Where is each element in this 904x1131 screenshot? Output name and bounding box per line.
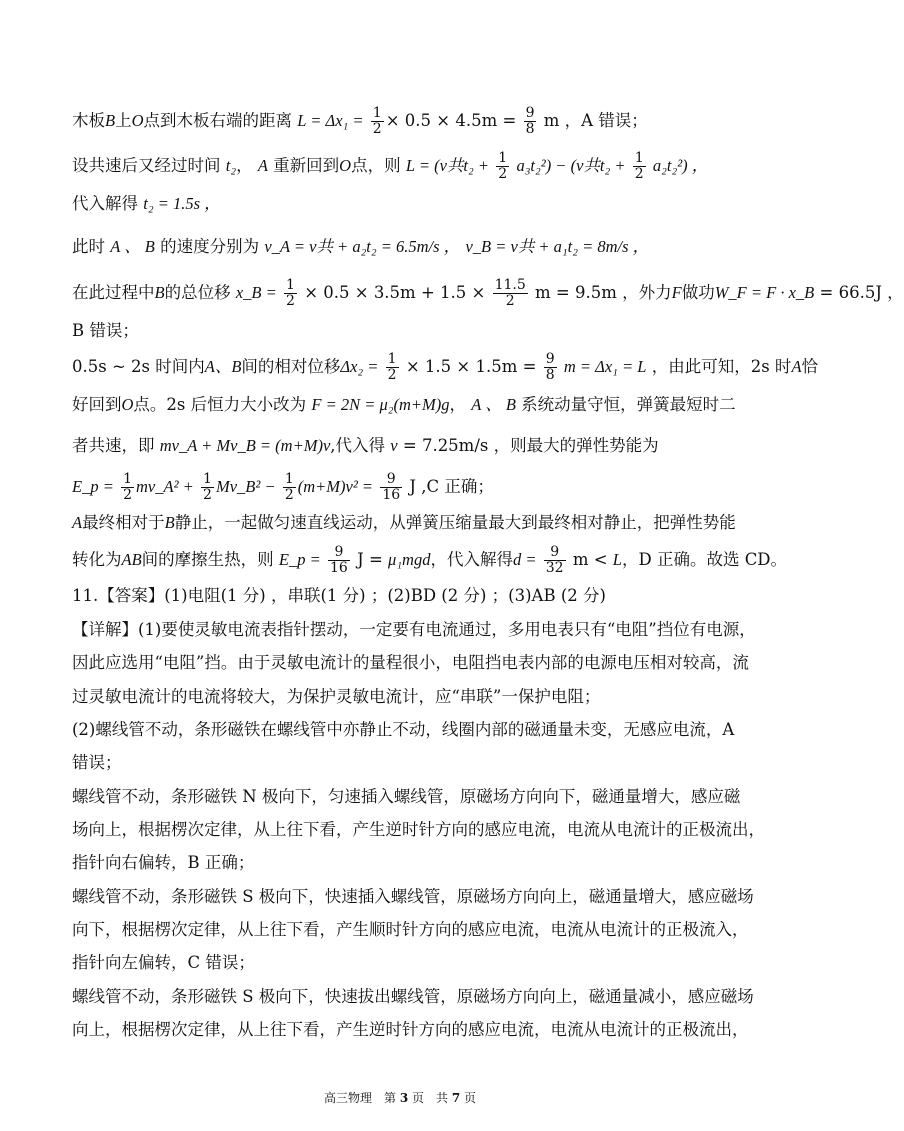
frac-den: 2 <box>505 293 515 309</box>
text-line-1: 木板B上O点到木板右端的距离 L = Δx₁ = $\frac{1}{2}$ × 0.5 × 4.5m = $\frac{9}{8}$ m ，A 错误； <box>72 105 648 137</box>
text-line-24: 指针向左偏转，C 错误； <box>72 953 255 972</box>
math-expr: a₃t₂²) − (v共t₂ + <box>516 156 626 175</box>
text-run: 0.5 × 4.5m = <box>404 111 517 130</box>
text-run: 0.5s ~ 2s 时间内 <box>72 357 205 376</box>
footer-middle: 页 共 <box>408 1091 452 1105</box>
fraction <box>121 472 134 503</box>
frac-den: 2 <box>286 293 295 309</box>
frac-den: 2 <box>387 367 397 383</box>
math-expr: F = 2N = μ₂(m+M)g <box>311 395 450 414</box>
text-run: ，D 正确。故选 CD。 <box>621 550 788 569</box>
math-var: O <box>339 156 352 175</box>
text-run: ，代入解得 <box>430 550 513 569</box>
text-line-23: 向下，根据楞次定律，从上往下看，产生顺时针方向的感应电流，电流从电流计的正极流入， <box>72 920 749 939</box>
text-run: 间的摩擦生热，则 <box>141 550 274 569</box>
math-expr: A 、 B <box>471 395 516 414</box>
math-expr: A、B <box>204 357 242 376</box>
text-run: × 1.5 × 1.5m = <box>405 357 537 376</box>
math-expr: v_B = v共 + a₁t₂ = 8m/s ， <box>465 237 650 256</box>
text-run: ， <box>449 395 467 414</box>
math-expr: L = Δx₁ = <box>297 111 364 130</box>
frac-den: 16 <box>382 487 401 503</box>
math-expr: A 、 B <box>110 237 155 256</box>
answer-line: 11.【答案】(1)电阻(1 分) ，串联(1 分) ；(2)BD (2 分) ；(3)AB (2 分) <box>72 586 606 605</box>
text-run: ,代入得 <box>330 436 386 455</box>
text-line-5 <box>72 277 904 309</box>
frac-num: 1 <box>372 105 382 121</box>
math-expr: d = <box>512 550 537 569</box>
text-line-18: 错误； <box>72 753 122 772</box>
text-run: m < <box>572 550 608 569</box>
math-expr: Δx₂ = <box>340 357 379 376</box>
fraction <box>496 151 509 182</box>
text-run: 代入解得 <box>72 194 138 213</box>
math-var: A <box>791 357 802 376</box>
text-line-26: 向上，根据楞次定律，从上往下看，产生逆时针方向的感应电流，电流从电流计的正极流出， <box>72 1020 749 1039</box>
text-line-9 <box>72 435 732 457</box>
text-run: 恰 <box>801 357 819 376</box>
text-run: 木板 <box>72 111 105 130</box>
frac-den: 8 <box>545 367 555 383</box>
text-line-22: 螺线管不动，条形磁铁 S 极向下，快速插入螺线管，原磁场方向向上，磁通量增大，感应磁场 <box>72 887 754 906</box>
math-expr: W_F = F · x_B <box>714 283 815 302</box>
fraction <box>283 472 296 503</box>
frac-num: 1 <box>123 471 133 487</box>
frac-num: 9 <box>328 545 350 561</box>
frac-num: 1 <box>634 150 644 166</box>
text-run: 上 <box>115 111 132 130</box>
text-line-21: 指针向右偏转，B 正确； <box>72 853 255 872</box>
math-var: O <box>131 111 144 130</box>
math-var: L <box>612 550 622 569</box>
text-run: ， <box>236 156 253 175</box>
frac-den: 2 <box>123 487 133 503</box>
math-expr: (m+M)v² = <box>297 477 374 496</box>
frac-num: 1 <box>286 277 295 293</box>
text-run: = 66.5J ， <box>819 283 904 302</box>
fraction <box>386 352 399 383</box>
fraction <box>544 545 566 576</box>
text-line-11 <box>72 512 736 534</box>
text-run: 点，则 <box>351 156 401 175</box>
math-expr: m = Δx₁ = L <box>563 357 647 376</box>
fraction <box>524 106 537 137</box>
math-var: A <box>257 156 268 175</box>
text-run: 最终相对于 <box>82 513 165 532</box>
text-line-12 <box>72 544 788 576</box>
text-run: m ，A 错误； <box>543 111 648 130</box>
math-expr: mv_A² + <box>136 477 194 496</box>
text-line-25: 螺线管不动，条形磁铁 S 极向下，快速拔出螺线管，原磁场方向向上，磁通量减小，感应磁场 <box>72 987 754 1006</box>
math-expr: L = (v共t₂ + <box>405 156 490 175</box>
text-line-6: B 错误； <box>72 321 139 340</box>
text-run: 的速度分别为 <box>160 237 260 256</box>
frac-num: 9 <box>380 472 402 488</box>
text-run: 点到木板右端的距离 <box>143 111 293 130</box>
text-run: 系统动量守恒，弹簧最短时二 <box>521 395 736 414</box>
math-expr: E_p = <box>278 550 321 569</box>
text-run: 静止，一起做匀速直线运动，从弹簧压缩量最大到最终相对静止，把弹性势能 <box>174 513 736 532</box>
math-expr: v_A = v共 + a₂t₂ = 6.5m/s ， <box>264 237 461 256</box>
frac-num: 9 <box>545 351 555 367</box>
math-expr: μ₁mgd <box>388 550 431 569</box>
footer-prefix: 高三物理 第 <box>323 1091 400 1105</box>
fraction <box>544 352 557 383</box>
frac-num: 11.5 <box>494 277 526 293</box>
frac-den: 2 <box>634 166 644 182</box>
text-run: 间的相对位移 <box>241 357 341 376</box>
text-line-10 <box>72 472 732 503</box>
text-run: J = <box>357 550 383 569</box>
frac-den: 32 <box>545 560 564 576</box>
text-run: 重新回到 <box>273 156 340 175</box>
text-line-15: 因此应选用“电阻”挡。由于灵敏电流计的量程很小，电阻挡电表内部的电源电压相对较高，流 <box>72 653 749 672</box>
math-expr: a₂t₂²) ， <box>652 156 709 175</box>
math-expr: Mv_B² − <box>215 477 276 496</box>
fraction <box>328 545 350 576</box>
text-run: 转化为 <box>72 550 122 569</box>
frac-num: 1 <box>498 150 508 166</box>
fraction <box>284 278 297 309</box>
text-line-14: 【详解】(1)要使灵敏电流表指针摆动，一定要有电流通过，多用电表只有“电阻”挡位有电源， <box>72 620 756 639</box>
text-line-7 <box>72 351 819 383</box>
text-run: 点。2s 后恒力大小改为 <box>133 395 307 414</box>
math-var: v <box>390 436 398 455</box>
math-var: B <box>164 513 175 532</box>
fraction <box>201 472 214 503</box>
frac-den: 8 <box>525 121 535 137</box>
frac-den: 2 <box>498 166 508 182</box>
fraction <box>380 472 402 503</box>
page-footer <box>0 1089 800 1106</box>
text-run: 此时 <box>72 237 105 256</box>
text-run: = 7.25m/s ，则最大的弹性势能为 <box>402 436 659 455</box>
text-run: m = 9.5m ，外力 <box>535 283 672 302</box>
math-var: B <box>154 283 165 302</box>
text-line-3 <box>72 193 732 215</box>
frac-num: 9 <box>525 105 535 121</box>
frac-num: 1 <box>203 471 212 487</box>
math-var: t₂ <box>225 156 237 175</box>
frac-num: 9 <box>544 545 566 561</box>
frac-den: 16 <box>330 560 348 576</box>
text-run: 好回到 <box>72 395 122 414</box>
frac-den: 2 <box>372 121 382 137</box>
frac-num: 1 <box>284 471 294 487</box>
text-run: 的总位移 <box>164 283 231 302</box>
text-line-19: 螺线管不动，条形磁铁 N 极向下，匀速插入螺线管，原磁场方向向下，磁通量增大，感应磁 <box>72 787 741 806</box>
fraction <box>371 106 384 137</box>
frac-den: 2 <box>284 487 294 503</box>
math-var: O <box>121 395 134 414</box>
math-var: F <box>671 283 682 302</box>
frac-num: 1 <box>387 351 397 367</box>
text-run: 者共速，即 <box>72 436 155 455</box>
text-run: 在此过程中 <box>72 283 155 302</box>
footer-suffix: 页 <box>460 1091 476 1105</box>
math-var: A <box>72 513 83 532</box>
math-expr: t₂ = 1.5s ， <box>143 194 221 213</box>
text-line-17: (2)螺线管不动，条形磁铁在螺线管中亦静止不动，线圈内部的磁通量未变，无感应电流，A <box>72 720 735 739</box>
math-var: B <box>105 111 116 130</box>
text-line-16: 过灵敏电流计的电流将较大，为保护灵敏电流计，应“串联”一保护电阻； <box>72 687 601 706</box>
page-number: 3 <box>399 1091 409 1105</box>
fraction <box>493 278 528 309</box>
text-run: 设共速后又经过时间 <box>72 156 221 175</box>
text-line-20: 场向上，根据楞次定律，从上往下看，产生逆时针方向的感应电流，电流从电流计的正极流出， <box>72 820 765 839</box>
frac-den: 2 <box>203 487 212 503</box>
fraction <box>633 151 646 182</box>
text-run: 做功 <box>681 283 715 302</box>
text-line-2 <box>72 151 732 182</box>
math-expr: x_B = <box>235 283 277 302</box>
text-run: × 0.5 × 3.5m + 1.5 × <box>304 283 486 302</box>
text-line-8 <box>72 394 736 416</box>
text-run: ，由此可知，2s 时 <box>651 357 792 376</box>
text-run: J ,C 正确； <box>409 477 494 496</box>
math-var: AB <box>121 550 142 569</box>
math-expr: E_p = <box>72 477 114 496</box>
math-expr: mv_A + Mv_B = (m+M)v <box>159 436 331 455</box>
page-total: 7 <box>451 1091 461 1105</box>
text-line-4 <box>72 236 732 258</box>
